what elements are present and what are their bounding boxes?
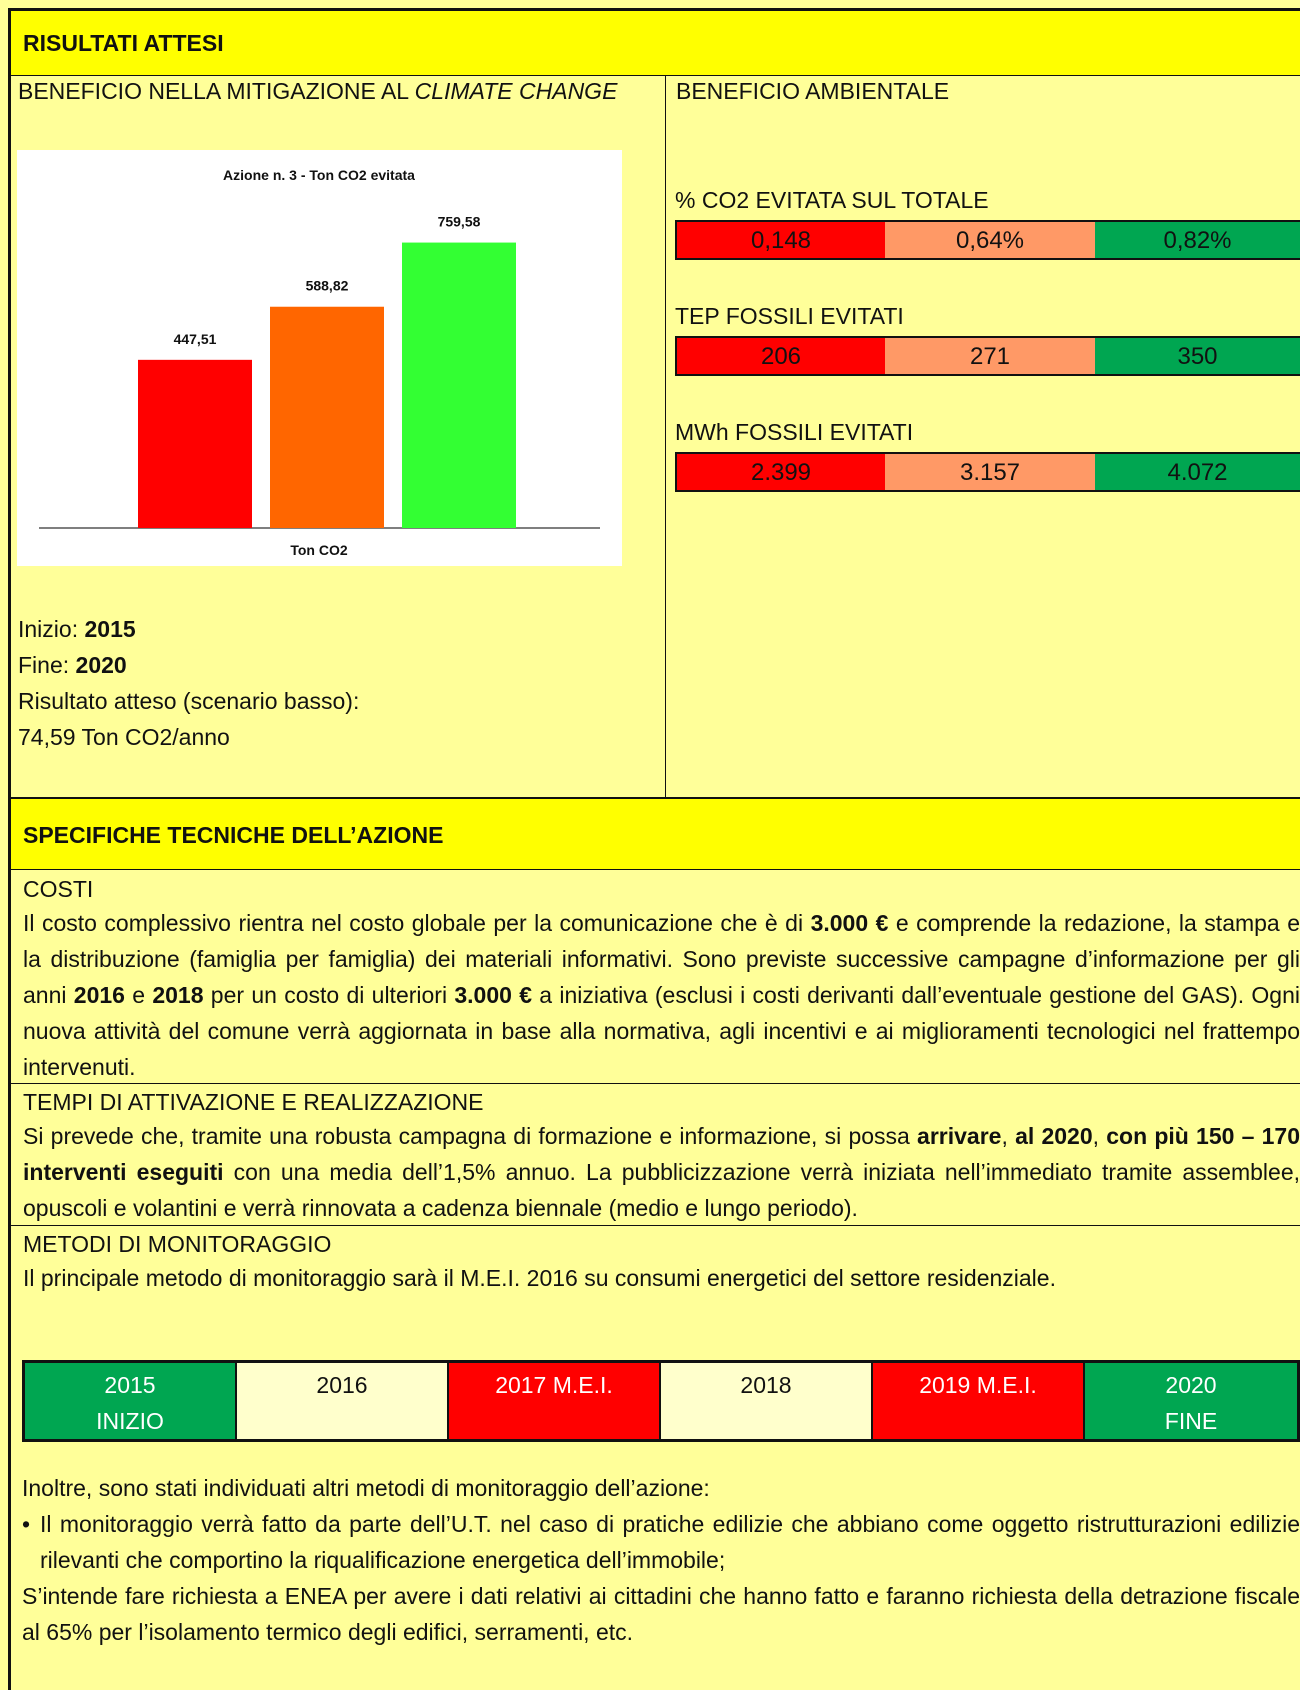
tempi-text bbox=[23, 1118, 1300, 1226]
left-header-text: BENEFICIO NELLA MITIGAZIONE AL bbox=[18, 78, 409, 104]
metric-co2-label: % CO2 EVITATA SUL TOTALE bbox=[675, 187, 989, 213]
timeline-year: 2017 M.E.I. bbox=[495, 1372, 613, 1398]
start-value: 2015 bbox=[84, 616, 136, 642]
metric-mwh-bar bbox=[675, 452, 1300, 492]
chart-bar-3 bbox=[402, 243, 516, 528]
left-column-header bbox=[18, 78, 617, 105]
timeline-2019 bbox=[873, 1363, 1085, 1439]
divider-line bbox=[11, 1083, 1300, 1084]
timeline-year: 2020 bbox=[1165, 1372, 1217, 1398]
chart-value-label-2: 588,82 bbox=[305, 277, 349, 294]
costi-amount: 3.000 € bbox=[810, 910, 889, 936]
end-year bbox=[18, 652, 127, 679]
metric-tep-label: TEP FOSSILI EVITATI bbox=[675, 303, 904, 329]
section-title-risultati: RISULTATI ATTESI bbox=[11, 11, 1300, 76]
chart-bars bbox=[138, 214, 516, 528]
result-value: 74,59 Ton CO2/anno bbox=[18, 724, 230, 750]
timeline-2017 bbox=[449, 1363, 661, 1439]
chart-x-label: Ton CO2 bbox=[290, 542, 348, 558]
costi-amount: 3.000 € bbox=[454, 982, 532, 1008]
metric-co2-low: 0,148 bbox=[677, 222, 885, 258]
end-value: 2020 bbox=[75, 652, 127, 678]
timeline-year: 2018 bbox=[740, 1372, 792, 1398]
metric-tep-high: 350 bbox=[1095, 338, 1300, 374]
chart-bar-2 bbox=[270, 307, 384, 528]
extra-intro: Inoltre, sono stati individuati altri metodi di monitoraggio dell’azione: bbox=[22, 1475, 710, 1501]
costi-text-part: Il costo complessivo rientra nel costo globale per la comunicazione che è di bbox=[23, 910, 811, 936]
start-year bbox=[18, 616, 136, 643]
co2-chart bbox=[17, 150, 622, 566]
result-label: Risultato atteso (scenario basso): bbox=[18, 688, 360, 714]
monitoring-timeline bbox=[22, 1360, 1300, 1442]
metodi-text: Il principale metodo di monitoraggio sarà il M.E.I. 2016 su consumi energetici del settore residenziale. bbox=[23, 1265, 1056, 1291]
costi-section bbox=[11, 873, 1300, 1085]
tempi-bold: arrivare bbox=[917, 1123, 1002, 1149]
tempi-text-part: con una media dell’1,5% annuo. La pubblicizzazione verrà iniziata nell’immediato tramite assemblee, opuscoli e volantini e verrà rinnovata a cadenza biennale (medio e lungo periodo). bbox=[23, 1159, 1300, 1221]
timeline-note: FINE bbox=[1164, 1408, 1218, 1434]
tempi-text-part: , bbox=[1001, 1123, 1016, 1149]
chart-value-label-1: 447,51 bbox=[173, 330, 217, 347]
timeline-year: 2015 bbox=[104, 1372, 156, 1398]
metric-tep-bar bbox=[675, 336, 1300, 376]
chart-svg bbox=[17, 150, 622, 566]
timeline-2018 bbox=[661, 1363, 873, 1439]
left-header-italic: CLIMATE CHANGE bbox=[414, 78, 618, 104]
metric-mwh-low: 2.399 bbox=[677, 454, 885, 490]
costi-year: 2016 bbox=[73, 982, 125, 1008]
tempi-text-part: , bbox=[1092, 1123, 1107, 1149]
costi-text-part: e bbox=[124, 982, 153, 1008]
section-title-specifiche: SPECIFICHE TECNICHE DELL’AZIONE bbox=[11, 797, 1300, 870]
costi-text bbox=[23, 905, 1300, 1085]
costi-text-part: a iniziativa (esclusi i costi derivanti dall’eventuale gestione del GAS). Ogni nuova attività del comune verrà aggiornata in base alla normativa, agli incentivi e ai miglioramenti tecnologici nel frattempo intervenuti. bbox=[23, 982, 1300, 1080]
tempi-section bbox=[11, 1086, 1300, 1226]
divider-line bbox=[11, 1225, 1300, 1226]
extra-closing: S’intende fare richiesta a ENEA per avere i dati relativi ai cittadini che hanno fatto e faranno richiesta della detrazione fiscale al 65% per l’isolamento termico degli edifici, serramenti, etc. bbox=[22, 1583, 1300, 1645]
timeline-2016 bbox=[237, 1363, 449, 1439]
bullet-icon: • bbox=[22, 1511, 31, 1537]
timeline-year: 2016 bbox=[316, 1372, 368, 1398]
tempi-title: TEMPI DI ATTIVAZIONE E REALIZZAZIONE bbox=[23, 1089, 484, 1115]
metric-co2-high: 0,82% bbox=[1095, 222, 1300, 258]
right-column-header: BENEFICIO AMBIENTALE bbox=[676, 78, 950, 104]
costi-text-part: per un costo di ulteriori bbox=[203, 982, 455, 1008]
tempi-bold: con più 150 – 170 interventi eseguiti bbox=[23, 1123, 1300, 1185]
metric-mwh-high: 4.072 bbox=[1095, 454, 1300, 490]
metodi-section bbox=[11, 1228, 1300, 1296]
timeline-note: INIZIO bbox=[96, 1408, 164, 1434]
metric-co2-bar bbox=[675, 220, 1300, 260]
extra-bullet-text: Il monitoraggio verrà fatto da parte dell’U.T. nel caso di pratiche edilizie che abbiano come oggetto ristrutturazioni edilizie rilevanti che comportino la riqualificazione energetica dell’immobile; bbox=[40, 1511, 1300, 1573]
column-divider bbox=[665, 76, 666, 797]
chart-value-label-3: 759,58 bbox=[437, 213, 481, 230]
metric-co2-mid: 0,64% bbox=[885, 222, 1095, 258]
metric-mwh-label: MWh FOSSILI EVITATI bbox=[675, 419, 914, 445]
costi-title: COSTI bbox=[23, 876, 94, 902]
extra-bullet bbox=[22, 1506, 1300, 1578]
metric-tep-mid: 271 bbox=[885, 338, 1095, 374]
start-label: Inizio: bbox=[18, 616, 79, 642]
tempi-bold: al 2020 bbox=[1015, 1123, 1093, 1149]
metric-mwh-mid: 3.157 bbox=[885, 454, 1095, 490]
tempi-text-part: Si prevede che, tramite una robusta campagna di formazione e informazione, si possa bbox=[23, 1123, 918, 1149]
metric-tep-low: 206 bbox=[677, 338, 885, 374]
end-label: Fine: bbox=[18, 652, 70, 678]
chart-bar-1 bbox=[138, 360, 252, 528]
timeline-2015 bbox=[25, 1363, 237, 1439]
timeline-year: 2019 M.E.I. bbox=[919, 1372, 1037, 1398]
timeline-2020 bbox=[1085, 1363, 1297, 1439]
costi-text-part: e comprende la redazione, la stampa e la distribuzione (famiglia per famiglia) dei materiali informativi. Sono previste successive campagne d’informazione per gli anni bbox=[23, 910, 1300, 1008]
metodi-title: METODI DI MONITORAGGIO bbox=[23, 1231, 332, 1257]
chart-title: Azione n. 3 - Ton CO2 evitata bbox=[223, 167, 415, 183]
costi-year: 2018 bbox=[152, 982, 204, 1008]
